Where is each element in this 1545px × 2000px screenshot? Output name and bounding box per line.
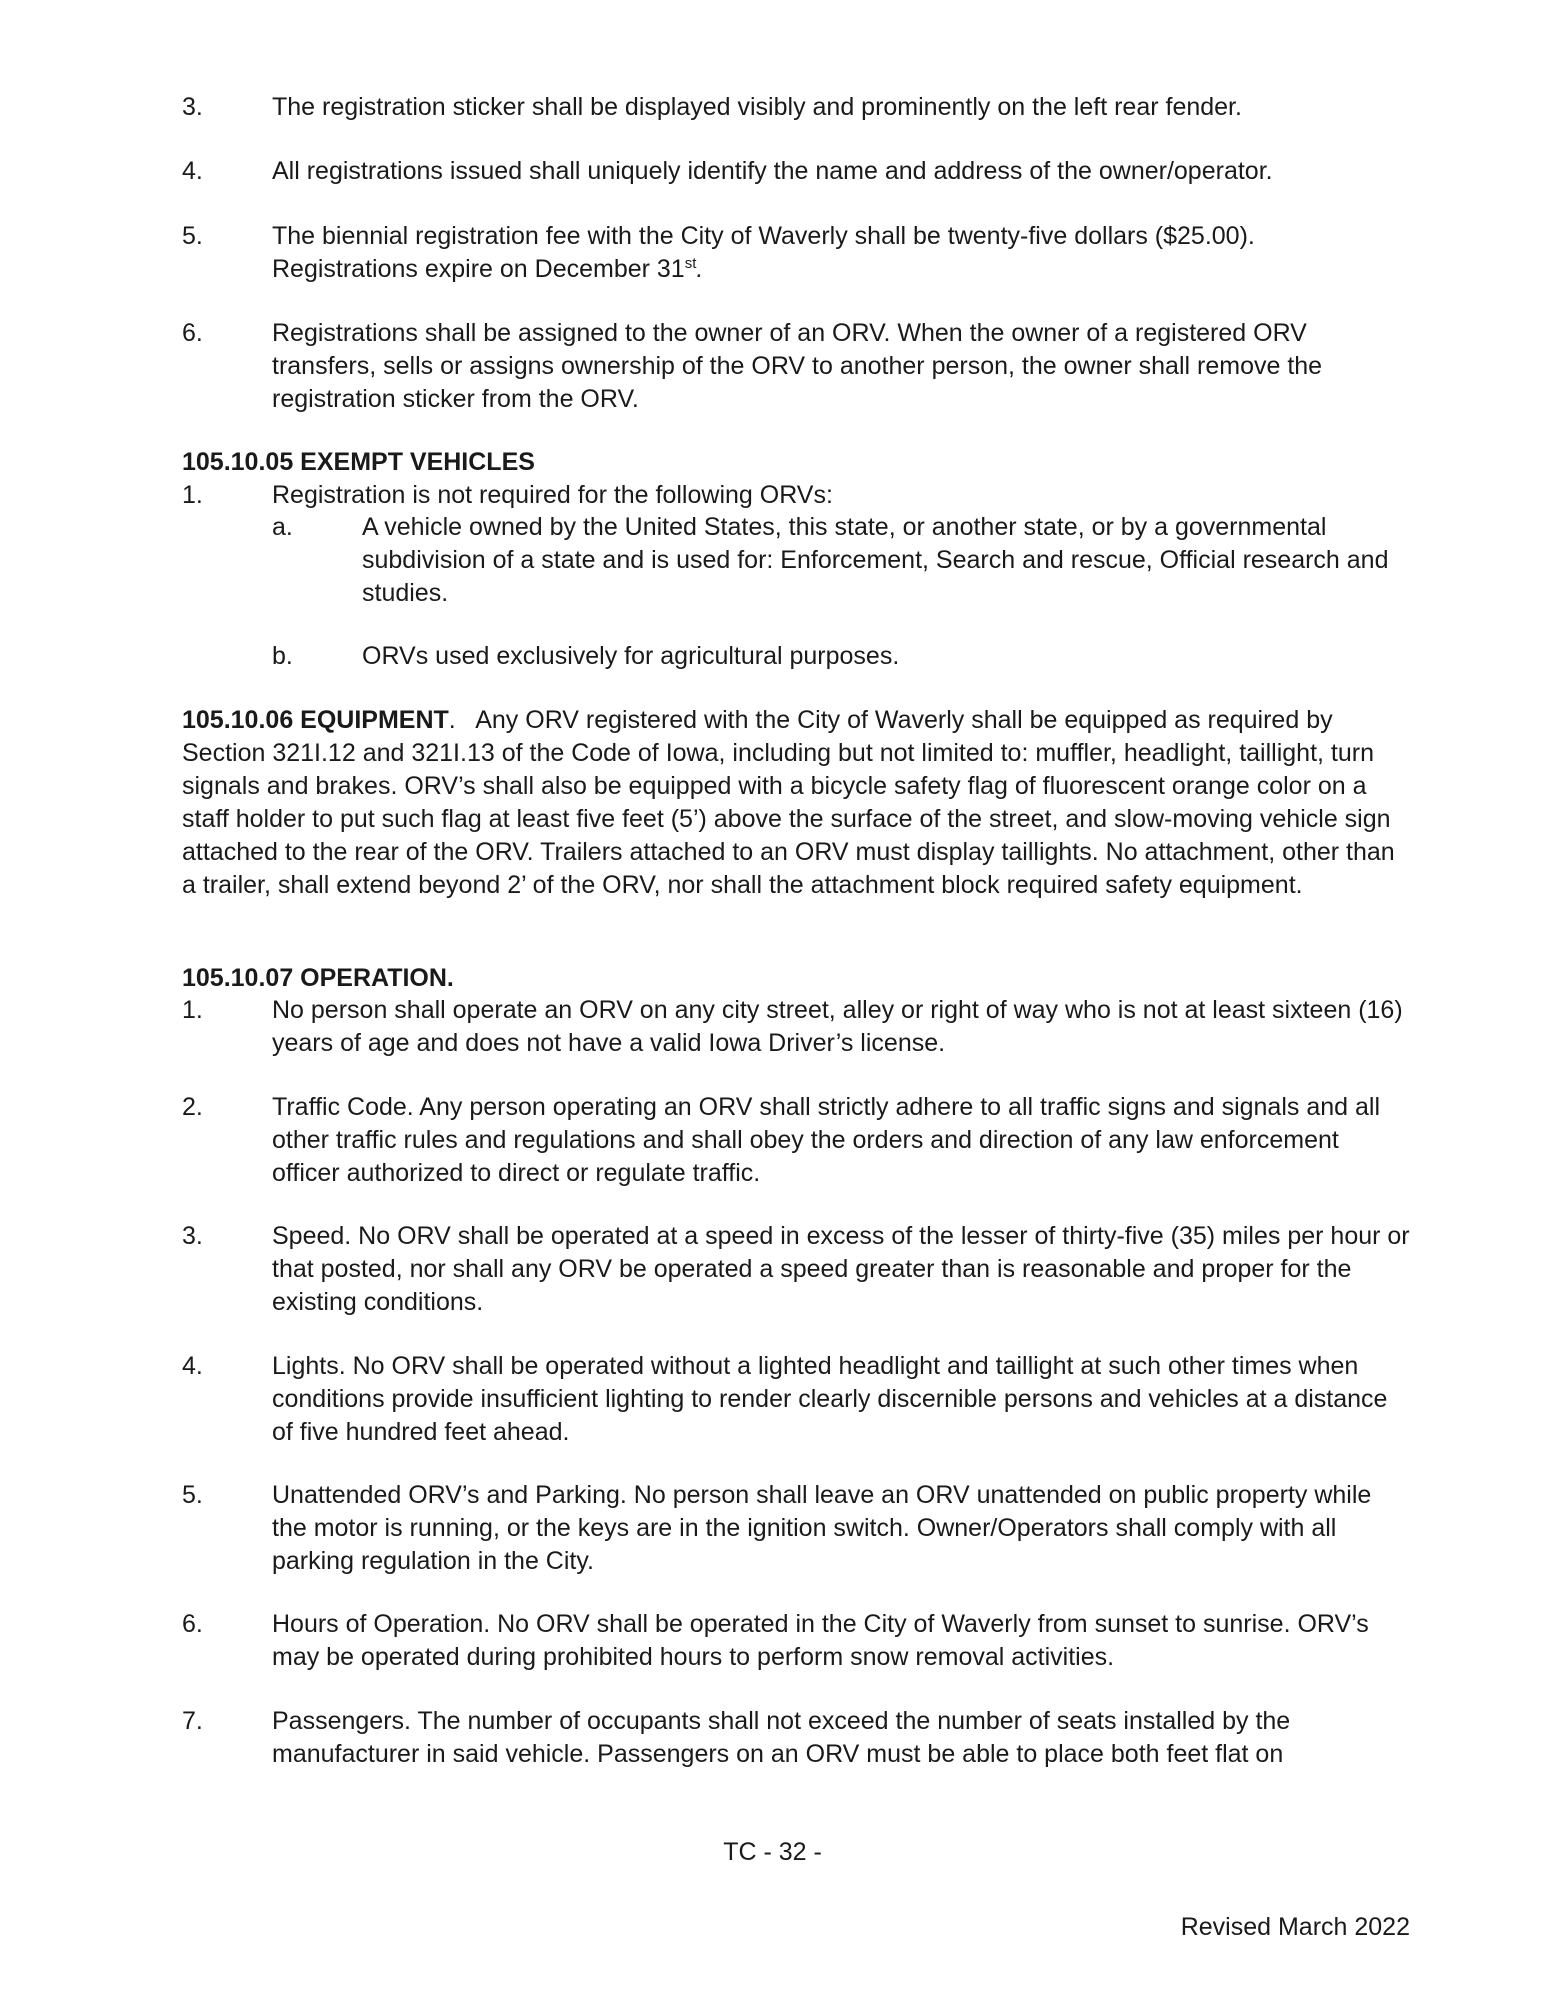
ordinal-suffix: st (684, 255, 697, 272)
revision-date: Revised March 2022 (1180, 1913, 1410, 1941)
item-number: 7. (182, 1707, 203, 1735)
item-text: Registrations shall be assigned to the owner of an ORV. When the owner of a registered ORV transfers, sells or assigns ownership of the ORV to another person, the owner shall remove the registration sticker from the ORV. (272, 319, 1323, 413)
section-heading-exempt: 105.10.05 EXEMPT VEHICLES (182, 448, 535, 476)
section-heading-operation: 105.10.07 OPERATION. (182, 964, 454, 992)
item-number: 3. (182, 93, 203, 121)
sub-item-letter: b. (272, 642, 293, 670)
item-text (272, 220, 1412, 286)
item-number: 5. (182, 222, 203, 250)
item-number: 3. (182, 1222, 203, 1250)
sub-item-text: ORVs used exclusively for agricultural purposes. (362, 642, 900, 670)
item-number: 6. (182, 319, 203, 347)
item-text: All registrations issued shall uniquely identify the name and address of the owner/operator. (272, 157, 1273, 185)
item-text: Unattended ORV’s and Parking. No person shall leave an ORV unattended on public property while the motor is running, or the keys are in the ignition switch. Owner/Operators shall comply with all parking regulation in the City. (272, 1481, 1372, 1575)
section-heading-equipment: 105.10.06 EQUIPMENT (182, 706, 449, 734)
item-text: Lights. No ORV shall be operated without a lighted headlight and taillight at such other times when conditions provide insufficient lighting to render clearly discernible persons and vehicles at a distance of five hundred feet ahead. (272, 1352, 1388, 1446)
item-number: 1. (182, 481, 203, 509)
item-number: 4. (182, 1352, 203, 1380)
page-number: TC - 32 - (723, 1838, 822, 1866)
item-text: Hours of Operation. No ORV shall be operated in the City of Waverly from sunset to sunrise. ORV’s may be operated during prohibited hours to perform snow removal activities. (272, 1610, 1369, 1671)
sentence-end: . (696, 255, 704, 283)
item-text: Registration is not required for the following ORVs: (272, 481, 833, 509)
sub-item-letter: a. (272, 513, 293, 541)
expire-sentence: Registrations expire on December 31 (272, 255, 685, 283)
fee-sentence: The biennial registration fee with the City of Waverly shall be twenty-five dollars ($25.00). (272, 222, 1255, 250)
item-text: Traffic Code. Any person operating an ORV shall strictly adhere to all traffic signs and signals and all other traffic rules and regulations and shall obey the orders and direction of any law enforcement officer authorized to direct or regulate traffic. (272, 1093, 1381, 1187)
item-text: The registration sticker shall be displayed visibly and prominently on the left rear fender. (272, 93, 1242, 121)
equipment-paragraph (182, 704, 1412, 902)
item-number: 2. (182, 1093, 203, 1121)
equipment-text: Any ORV registered with the City of Waverly shall be equipped as required by Section 321I.12 and 321I.13 of the Code of Iowa, including but not limited to: muffler, headlight, taillight, turn signals and brakes. ORV’s shall also be equipped with a bicycle safety flag of fluorescent orange color on a staff holder to put such flag at least five feet (5’) above the surface of the street, and slow-moving vehicle sign attached to the rear of the ORV. Trailers attached to an ORV must display taillights. No attachment, other than a trailer, shall extend beyond 2’ of the ORV, nor shall the attachment block required safety equipment. (182, 706, 1395, 899)
item-number: 1. (182, 996, 203, 1024)
item-text: No person shall operate an ORV on any city street, alley or right of way who is not at least sixteen (16) years of age and does not have a valid Iowa Driver’s license. (272, 996, 1403, 1057)
sub-item-text: A vehicle owned by the United States, this state, or another state, or by a governmental subdivision of a state and is used for: Enforcement, Search and rescue, Official research and studies. (362, 513, 1389, 607)
item-text: Passengers. The number of occupants shall not exceed the number of seats installed by the manufacturer in said vehicle. Passengers on an ORV must be able to place both feet flat on (272, 1707, 1291, 1768)
item-number: 4. (182, 157, 203, 185)
heading-period: . (448, 706, 456, 734)
item-text: Speed. No ORV shall be operated at a speed in excess of the lesser of thirty-five (35) miles per hour or that posted, nor shall any ORV be operated a speed greater than is reasonable and proper for the existing conditions. (272, 1222, 1410, 1316)
item-number: 6. (182, 1610, 203, 1638)
item-number: 5. (182, 1481, 203, 1509)
